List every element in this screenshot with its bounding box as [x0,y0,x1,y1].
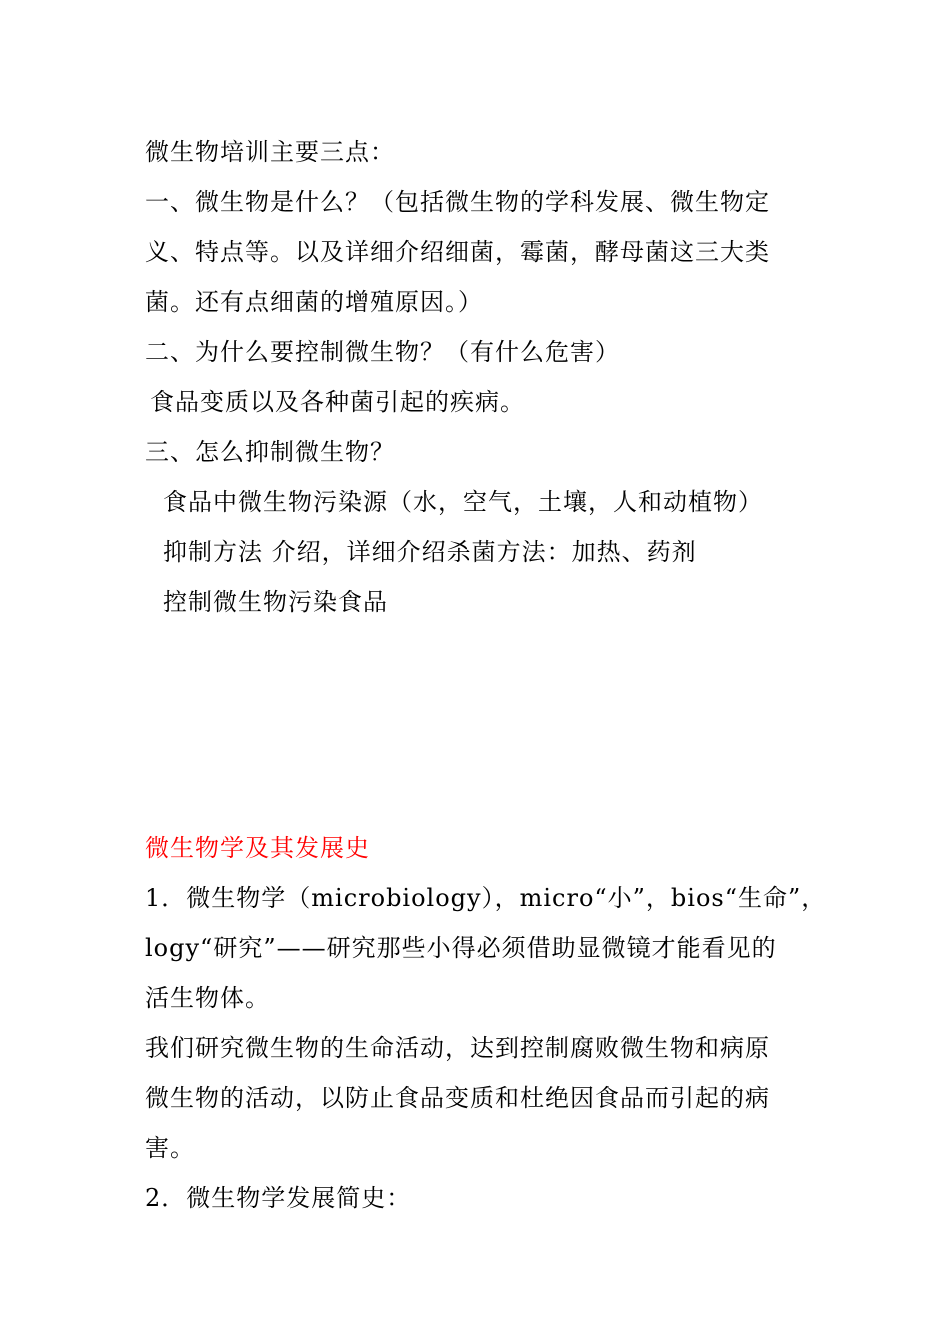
item-one-line-1: 1．微生物学（microbiology），micro“小”，bios“生命”， [145,884,827,912]
point-one-line-1: 一、微生物是什么？（包括微生物的学科发展、微生物定 [145,188,770,216]
section-heading: 微生物学及其发展史 [145,834,370,862]
item-one-line-2: logy“研究”——研究那些小得必须借助显微镜才能看见的 [145,934,777,962]
point-three-sub-2: 抑制方法 介绍，详细介绍杀菌方法：加热、药剂 [163,538,697,566]
training-title: 微生物培训主要三点： [145,138,395,166]
paragraph-line-3: 害。 [145,1134,195,1162]
item-one-line-3: 活生物体。 [145,984,270,1012]
point-three-line-1: 三、怎么抑制微生物？ [145,438,395,466]
point-two-line-2: 食品变质以及各种菌引起的疾病。 [150,388,525,416]
item-two-line-1: 2．微生物学发展简史： [145,1184,412,1212]
paragraph-line-2: 微生物的活动，以防止食品变质和杜绝因食品而引起的病 [145,1084,770,1112]
point-one-line-3: 菌。还有点细菌的增殖原因。） [145,288,483,316]
point-one-line-2: 义、特点等。以及详细介绍细菌，霉菌，酵母菌这三大类 [145,238,770,266]
point-three-sub-1: 食品中微生物污染源（水，空气，土壤，人和动植物） [163,488,763,516]
paragraph-line-1: 我们研究微生物的生命活动，达到控制腐败微生物和病原 [145,1034,770,1062]
point-three-sub-3: 控制微生物污染食品 [163,588,388,616]
point-two-line-1: 二、为什么要控制微生物？（有什么危害） [145,338,620,366]
